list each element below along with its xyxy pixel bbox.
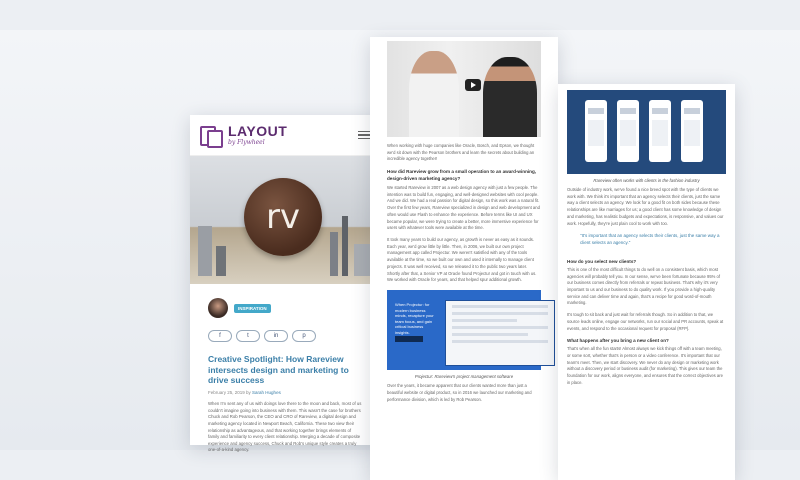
image-caption: Rareview often works with clients in the fashion industry: [593, 178, 700, 183]
screenshot-copy: When Projectur: for modern business minds, recapture your team focus, and gain critical business insights.: [395, 302, 434, 336]
article-date: February 25, 2019 by: [208, 389, 251, 395]
video-thumbnail-brothers[interactable]: [387, 41, 541, 137]
paragraph: Over the years, it became apparent that our clients wanted more than just a beautiful website or digital product, so in 2016 we launched our marketing and performance division, which is led by Rob Pearson.: [387, 383, 532, 402]
pull-quote[interactable]: "It's important that an agency selects their clients, just the same way a client selects an agency.": [580, 233, 720, 246]
fashion-client-image: [567, 90, 726, 174]
paragraph: We started Rareview in 2007 as a web design agency with just a few people. The intention was to build fun, engaging, and well-designed websites with cool people. And we did. We had a real passion for digital design, so this work was a natural fit. Over the first few years, Rareview specialized in design and web development and often would use Flash to enhance the experience. Before terms like UI and UX became popular, we were trying to create a better, more immersive experience for users with whatever tools were available at the time.: [387, 185, 540, 231]
mobile-article-preview: [190, 115, 380, 453]
logo-name: LAYOUT: [228, 123, 288, 139]
avatar: [208, 298, 228, 318]
hero-image-rv-sign: [190, 156, 380, 284]
article-meta: [190, 386, 380, 395]
twitter-share-button[interactable]: t: [236, 330, 260, 342]
paragraph: That's when all the fun starts! Almost always we kick things off with a team meeting, or some sort, whether that's in person or a video conference. It's important that our team's meet. Then, we start discovery. We never do any design or marketing work without a discovery period or business audit (for marketing). This gives our team the foundation for our work, aligns everyone, and ensures that the correct objectives are in place.: [567, 346, 723, 385]
question-heading: What happens after you bring a new client on?: [567, 338, 669, 344]
logo-byline: by Flywheel: [228, 139, 265, 146]
app-screen-mockup: [445, 300, 555, 366]
paragraph: It took many years to build our agency, as growth is never as easy as it sounds. Each year, we'd grow little by little. Then, in 2006, we built our own project management app called Projectur. We weren't satisfied with any of the tools available at the time, so we built our own and used it internally to manage client projects. It was well received, so we released it to the public two years later. Shortly after that, a Senior VP at Oracle found Projectur and got in touch with us. We worked with Oracle for years, and that helped spur additional growth.: [387, 237, 537, 283]
author-row: [190, 284, 380, 324]
article-intro: When I'm sent any of us with doings love there to the moon and back, most of us couldn't imagine going into business with them. This wasn't the case for brothers Chuck and Rob Pearson, the CEO and CRO of Rareview, a digital design and marketing agency located in Newport Beach, California. These two view their relationship as advantageous, and that working together brings elements of family and familiarity to every client relationship. Merging a decade of composite experience and agency success, Chuck and Rob's unique style creates a truly one-of-a-kind agency.: [208, 400, 362, 453]
question-heading: How do you select new clients?: [567, 258, 637, 264]
paragraph: This is one of the most difficult things to do well on a consistent basis, which most agencies will probably tell you. In our sense, we've been fortunate because 95% of our business comes directly from referrals or repeat business. That's why it's very important to us and our business to do quality work. If you provide a high-quality service and can deliver time and again, that's a recipe for good word-of-mouth marketing.: [567, 266, 721, 306]
article-continuation-preview: [370, 37, 558, 480]
question-heading: How did Rareview grow from a small operation to an award-winning, design-driven marketing agency?: [387, 169, 537, 181]
site-header: [190, 115, 380, 156]
article-end-preview: [558, 84, 735, 480]
menu-icon[interactable]: [358, 129, 370, 142]
logo[interactable]: [228, 124, 287, 146]
author-link[interactable]: Sarah Hughes: [252, 389, 281, 395]
share-buttons: [190, 324, 380, 348]
screenshot-cta: [395, 336, 423, 342]
projectur-screenshot: [387, 290, 541, 370]
paragraph: When working with huge companies like Oracle, Bosch, and Epson, we thought we'd sit down with the Pearson brothers and learn the secrets about building an incredible agency together!: [387, 143, 535, 162]
article-title[interactable]: Creative Spotlight: How Rareview intersects design and marketing to drive success: [208, 354, 349, 386]
image-caption: Projectur: Rareview's project management software: [414, 374, 514, 380]
layout-logo-icon[interactable]: [200, 124, 222, 146]
paragraph: Outside of industry work, we've found a nice breed spot with the type of clients we work with. We think it's important that an agency selects their clients, just the same way a client selects an agency. We look for a good fit on both sides because these relationships are like marriages for us; a good client has some knowledge of design and marketing, has realistic budgets and expectations, is responsive, and values our work. Hopefully, they're just plain cool to work with too.: [567, 187, 724, 226]
linkedin-share-button[interactable]: in: [264, 330, 288, 342]
pinterest-share-button[interactable]: p: [292, 330, 316, 342]
play-icon[interactable]: [465, 79, 481, 91]
rv-logo-sign: rv: [244, 178, 322, 256]
category-tag[interactable]: INSPIRATION: [234, 304, 271, 313]
paragraph: It's tough to sit back and just wait for referrals though. So in addition to that, we source leads online, engage our networks, run our social and PR accounts, speak at events, and respond to the occasional request for proposal (RFP).: [567, 312, 724, 331]
facebook-share-button[interactable]: f: [208, 330, 232, 342]
